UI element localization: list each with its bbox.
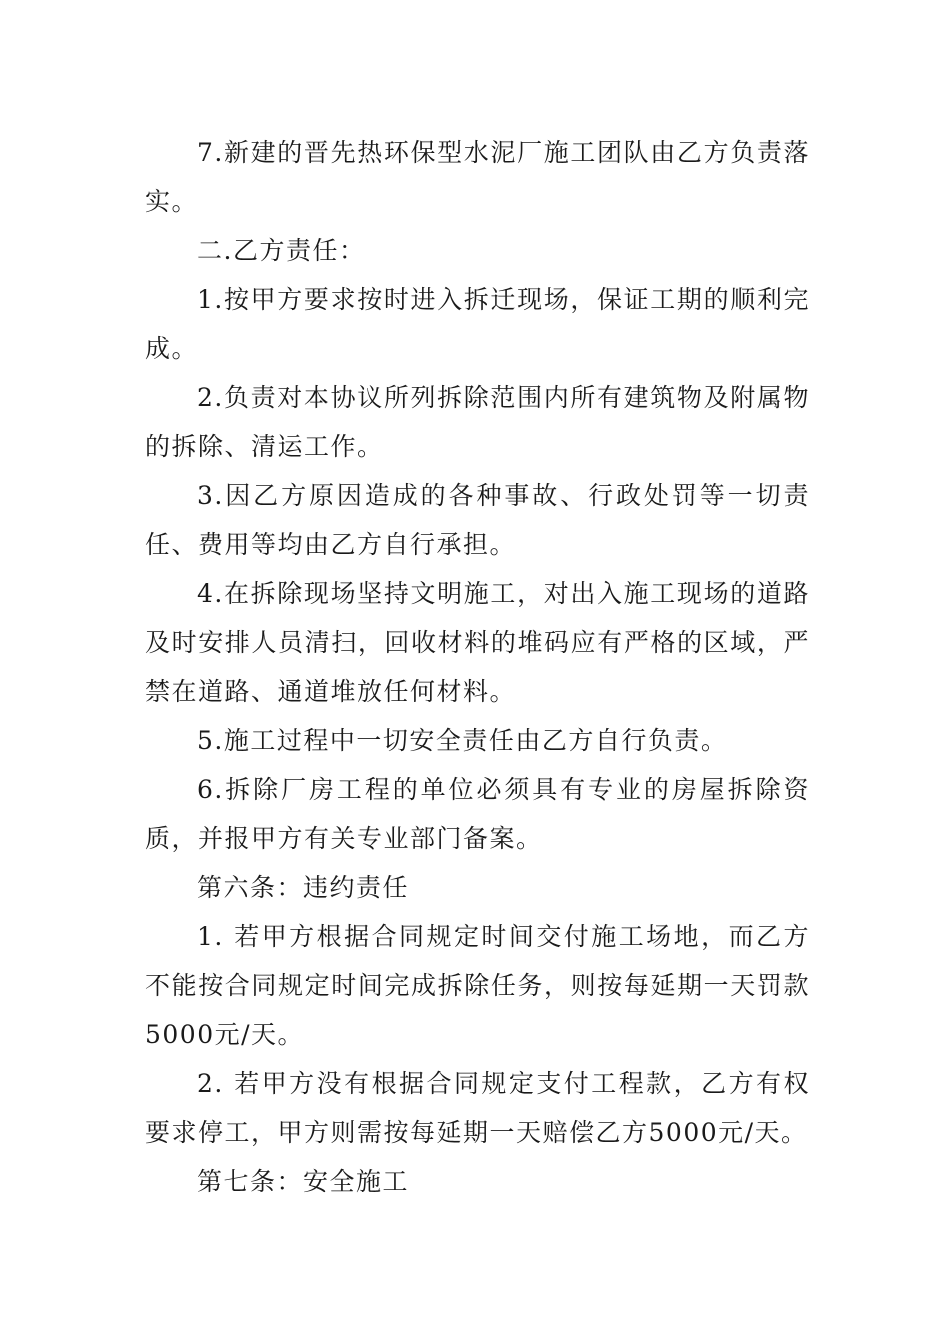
paragraph-item-3-liability: 3.因乙方原因造成的各种事故、行政处罚等一切责任、费用等均由乙方自行承担。 (145, 481, 810, 559)
paragraph-item-7-team: 7.新建的晋先热环保型水泥厂施工团队由乙方负责落实。 (145, 138, 810, 216)
paragraph-item-6-qualification: 6.拆除厂房工程的单位必须具有专业的房屋拆除资质，并报甲方有关专业部门备案。 (145, 775, 810, 853)
paragraph-breach-2: 2. 若甲方没有根据合同规定支付工程款，乙方有权要求停工，甲方则需按每延期一天赔偿乙方5000元/天。 (145, 1069, 810, 1147)
document-body (145, 128, 810, 1206)
paragraph-item-1-schedule: 1.按甲方要求按时进入拆迁现场，保证工期的顺利完成。 (145, 285, 810, 363)
paragraph-item-5-safety: 5.施工过程中一切安全责任由乙方自行负责。 (197, 726, 728, 755)
section-heading-article-7: 第七条：安全施工 (197, 1167, 410, 1196)
section-heading-article-6: 第六条：违约责任 (197, 873, 410, 902)
paragraph-breach-1: 1. 若甲方根据合同规定时间交付施工场地，而乙方不能按合同规定时间完成拆除任务，则按每延期一天罚款5000元/天。 (145, 922, 810, 1049)
paragraph-item-2-demolition: 2.负责对本协议所列拆除范围内所有建筑物及附属物的拆除、清运工作。 (145, 383, 810, 461)
paragraph-item-4-civilized-construction: 4.在拆除现场坚持文明施工，对出入施工现场的道路及时安排人员清扫，回收材料的堆码应有严格的区域，严禁在道路、通道堆放任何材料。 (145, 579, 810, 706)
section-heading-party-b-duties: 二.乙方责任： (197, 236, 366, 265)
